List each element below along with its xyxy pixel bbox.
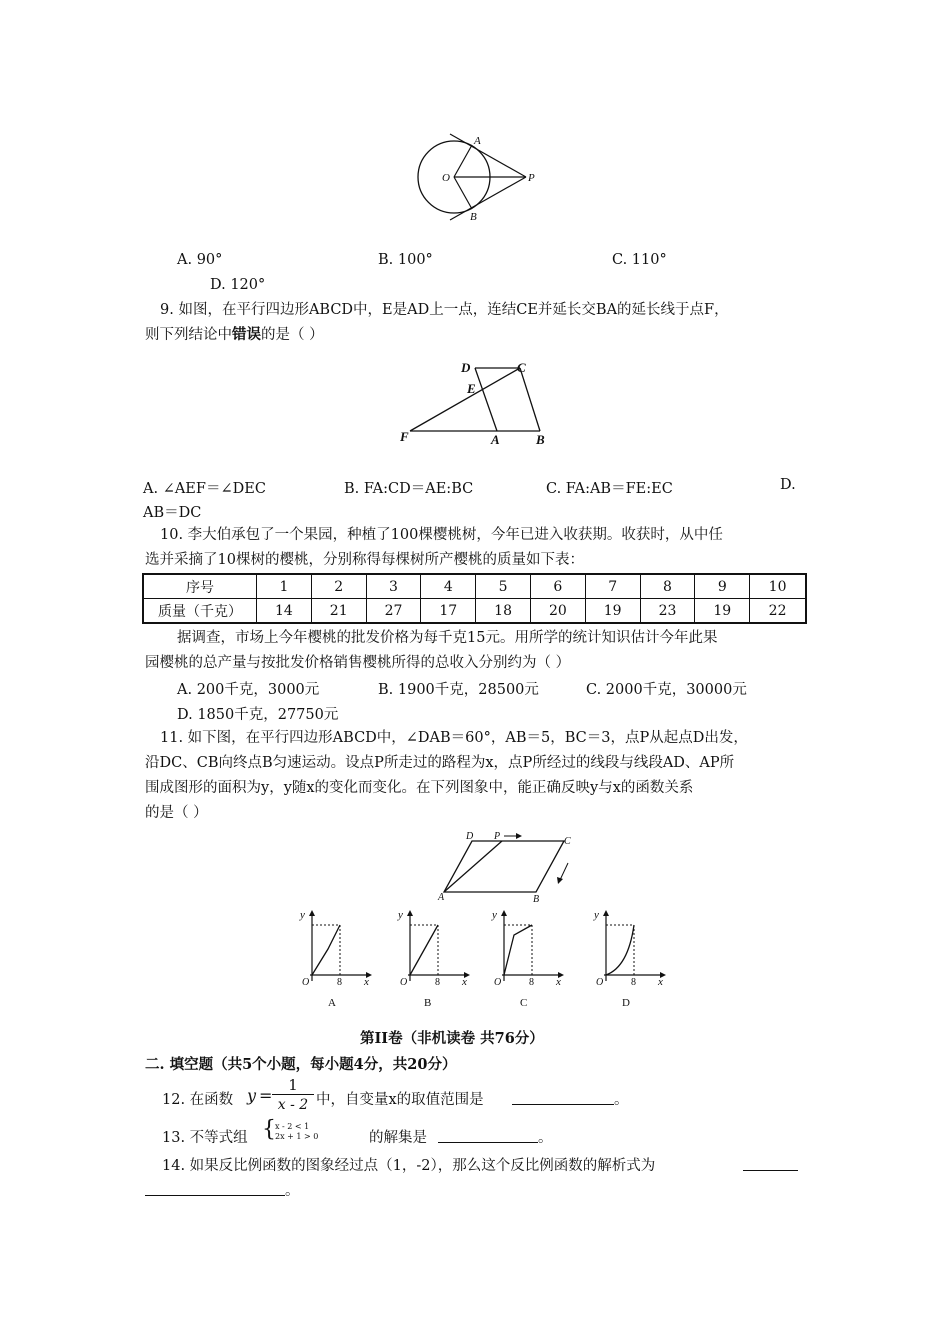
table-cell: 10 [750,574,806,599]
label-c: C [517,360,526,375]
q9-line1: 9. 如图，在平行四边形ABCD中，E是AD上一点，连结CE并延长交BA的延长线于点F， [160,302,729,318]
table-row [143,599,806,624]
table-cell: 22 [750,599,806,624]
graph-curve [312,925,340,975]
q10-line2: 选并采摘了10棵树的樱桃，分别称得每棵树所产樱桃的质量如下表： [145,552,584,568]
segment-cb [520,368,540,431]
q13-answer-blank[interactable] [438,1128,538,1143]
arrow-cb-head [557,877,563,884]
q13-brace: { [262,1117,276,1142]
label-p: P [494,831,501,842]
table-cell: 19 [585,599,640,624]
svg-text:y: y [594,909,599,921]
q13-prefix: 13. 不等式组 [162,1130,248,1146]
table-cell: 14 [257,599,312,624]
label-b: B [536,432,545,447]
graph-option-b [388,905,473,1010]
label-f: F [400,429,409,444]
parallelogram-figure-q11 [430,828,590,908]
graph-name-a: A [328,997,336,1009]
q12-denominator: x - 2 [277,1097,309,1113]
q10-option-d: D. 1850千克，27750元 [177,707,339,723]
table-cell: 2 [311,574,366,599]
q8-option-d: D. 120° [210,277,266,293]
q13-end: 。 [538,1130,553,1146]
svg-text:O: O [302,977,310,988]
label-a: A [491,432,500,447]
table-cell: 19 [695,599,750,624]
q9-emphasis-wrong: 错误 [232,326,261,343]
circle-tangent-figure [410,130,540,225]
label-d: D [466,831,474,842]
table-cell: 20 [530,599,585,624]
table-cell: 3 [366,574,421,599]
graph-curve [606,925,634,975]
q9-line2-prefix: 则下列结论中 [145,327,232,343]
table-header-index: 序号 [143,574,257,599]
table-cell: 21 [311,599,366,624]
svg-text:8: 8 [529,977,534,988]
q14-answer-blank-b[interactable] [145,1181,285,1196]
graph-option-d [584,905,669,1010]
q9-line2-suffix: 的是（ ） [261,327,324,343]
q11-line1: 11. 如下图，在平行四边形ABCD中，∠DAB＝60°，AB＝5，BC＝3，点P从起点D出发， [160,730,748,746]
q11-line4: 的是（ ） [145,805,208,821]
label-p: P [528,172,535,184]
q10-line4: 园樱桃的总产量与按批发价格销售樱桃所得的总收入分别约为（ ） [145,655,571,671]
q10-option-a: A. 200千克，3000元 [177,682,320,698]
q9-option-c: C. FA:AB＝FE:EC [546,481,673,497]
q8-option-a: A. 90° [177,252,223,268]
q9-option-a: A. ∠AEF＝∠DEC [143,481,266,497]
table-cell: 6 [530,574,585,599]
q9-option-d: D. [780,477,796,493]
q9-line2 [145,325,324,345]
cherry-weight-table [142,573,807,624]
graph-name-b: B [424,997,432,1009]
q10-line1: 10. 李大伯承包了一个果园，种植了100棵樱桃树，今年已进入收获期。收获时，从中任 [160,527,723,543]
table-row [143,574,806,599]
table-cell: 1 [257,574,312,599]
segment-ap [444,841,502,892]
q12-prefix: 12. 在函数 [162,1092,234,1108]
label-a: A [438,892,445,903]
table-cell: 7 [585,574,640,599]
svg-text:y: y [492,909,497,921]
q10-option-c: C. 2000千克，30000元 [586,682,747,698]
graph-curve [504,925,532,975]
svg-text:O: O [596,977,604,988]
q8-option-b: B. 100° [378,252,433,268]
q8-option-c: C. 110° [612,252,667,268]
svg-text:x: x [658,976,663,988]
svg-text:8: 8 [435,977,440,988]
label-b: B [470,211,477,223]
table-cell: 8 [640,574,695,599]
q10-line3: 据调查，市场上今年樱桃的批发价格为每千克15元。用所学的统计知识估计今年此果 [177,630,718,646]
svg-text:x: x [556,976,561,988]
q13-ineq1: x - 2 < 1 [275,1122,310,1131]
arrow-cb-shaft [560,863,568,880]
label-c: C [564,836,571,847]
q10-option-b: B. 1900千克，28500元 [378,682,539,698]
q12-end: 。 [614,1092,629,1108]
graph-option-c [482,905,567,1010]
label-d: D [461,360,471,375]
q12-suffix: 中，自变量x的取值范围是 [316,1092,484,1108]
segment-ob [454,177,472,209]
tangent-pb [450,177,526,220]
table-cell: 9 [695,574,750,599]
q11-line2: 沿DC、CB向终点B匀速运动。设点P所走过的路程为x，点P所经过的线段与线段AD、AP所 [145,755,735,771]
q14-answer-blank-a[interactable] [743,1156,798,1171]
label-b: B [533,894,540,905]
q9-option-d-cont: AB＝DC [143,505,202,521]
svg-text:8: 8 [631,977,636,988]
q12-numerator: 1 [272,1076,314,1095]
svg-text:x: x [364,976,369,988]
table-cell: 5 [476,574,531,599]
label-o: O [442,172,450,184]
table-cell: 27 [366,599,421,624]
segment-oa [454,145,472,177]
q12-equals: = [259,1086,273,1105]
graph-name-c: C [520,997,528,1009]
svg-text:y: y [398,909,403,921]
section2-heading: 第II卷（非机读卷 共76分） [360,1030,544,1047]
svg-text:y: y [300,909,305,921]
q12-answer-blank[interactable] [512,1090,614,1105]
parallelogram-abcd [444,841,564,892]
table-cell: 4 [421,574,476,599]
table-cell: 23 [640,599,695,624]
svg-text:O: O [494,977,502,988]
table-header-weight: 质量（千克） [143,599,257,624]
graph-curve [410,925,438,975]
segment-da [475,368,497,431]
q9-option-b: B. FA:CD＝AE:BC [344,481,474,497]
table-cell: 17 [421,599,476,624]
q11-line3: 围成图形的面积为y，y随x的变化而变化。在下列图象中，能正确反映y与x的函数关系 [145,780,694,796]
q14-line1: 14. 如果反比例函数的图象经过点（1，-2），那么这个反比例函数的解析式为 [162,1158,656,1174]
q13-suffix: 的解集是 [369,1130,427,1146]
q13-ineq2: 2x + 1 > 0 [275,1132,319,1141]
svg-text:8: 8 [337,977,342,988]
svg-text:O: O [400,977,408,988]
svg-text:x: x [462,976,467,988]
label-e: E [467,381,476,396]
graph-option-a [290,905,375,1010]
tangent-pa [450,134,526,177]
graph-name-d: D [622,997,630,1009]
parallelogram-figure-q9 [395,358,565,448]
segment-fc [410,368,520,431]
q14-end: 。 [285,1183,300,1199]
section2-title: 二. 填空题（共5个小题，每小题4分，共20分） [145,1056,457,1073]
label-a: A [474,135,481,147]
q12-y: y [247,1086,257,1105]
table-cell: 18 [476,599,531,624]
arrow-p-head [516,833,522,839]
q12-fraction [272,1076,314,1115]
